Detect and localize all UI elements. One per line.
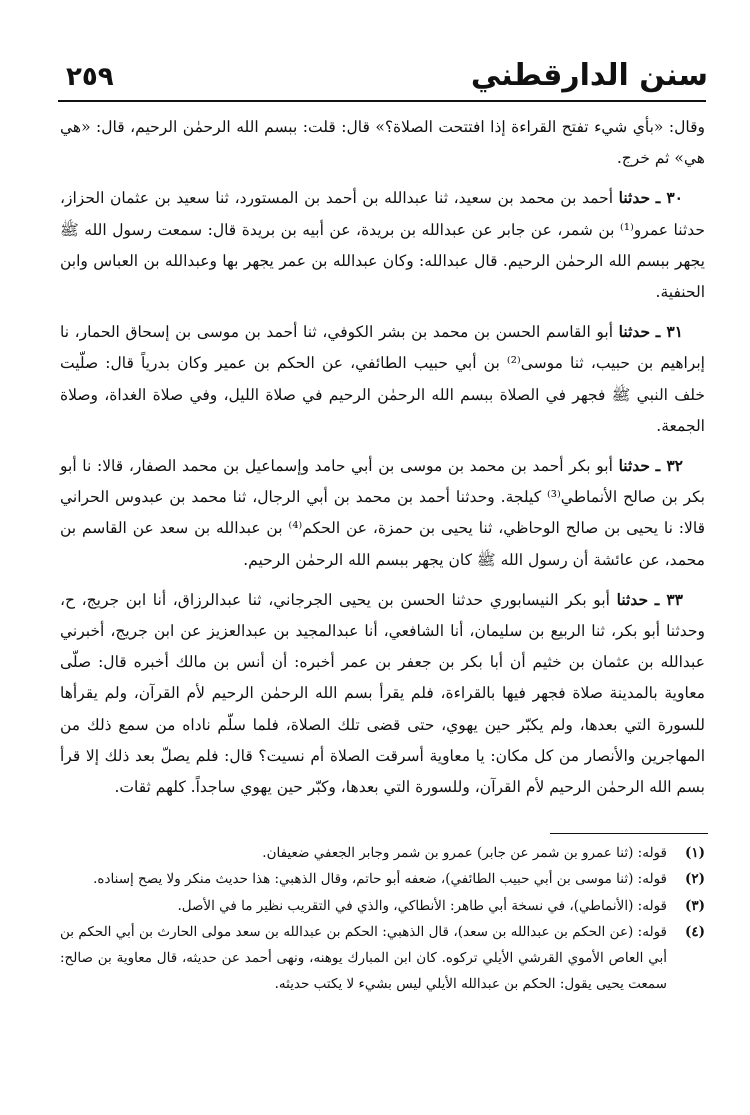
- footnote-number: (١): [684, 845, 705, 861]
- footnote-item: [60, 840, 705, 866]
- footnote-text: قوله: (ثنا عمرو بن شمر عن جابر) عمرو بن شمر وجابر الجعفي ضعيفان.: [262, 845, 667, 861]
- hadith-number: ٣٢ ـ: [655, 456, 683, 476]
- footnote-text: قوله: (ثنا موسى بن أبي حبيب الطائفي)، ضعفه أبو حاتم، وقال الذهبي: هذا حديث منكر ولا يصح إسناده.: [93, 871, 667, 888]
- hadith-number: ٣١ ـ: [655, 322, 684, 342]
- hadith-32: [60, 450, 705, 576]
- main-text: [60, 112, 705, 811]
- hadith-text: أبو بكر أحمد بن محمد بن موسى بن أبي حامد وإسماعيل بن محمد الصفار، قالا: نا أبو بكر بن صالح الأنماطي⁽³⁾ كيلجة. وحدثنا أحمد بن محمد بن أبي الرجال، ثنا محمد بن عبدوس الحراني قالا: نا يحيى بن صالح الوحاظي، ثنا يحيى بن حمزة، عن الحكم⁽⁴⁾ بن عبدالله بن سعد عن القاسم بن محمد، عن عائشة أن رسول الله ﷺ كان يجهر ببسم الله الرحمٰن الرحيم.: [60, 457, 705, 569]
- continuation-paragraph: وقال: «بأي شيء تفتح القراءة إذا افتتحت الصلاة؟» قال: قلت: ببسم الله الرحمٰن الرحيم، قال: «هي هي» ثم خرج.: [60, 118, 705, 168]
- footnotes: [60, 840, 705, 998]
- footnote-text: قوله: (عن الحكم بن عبدالله بن سعد)، قال الذهبي: الحكم بن عبدالله بن سعد مولى الحارث بن أبي الحكم بن أبي العاص الأموي القرشي الأيلي تركوه. كان ابن المبارك يوهنه، ونهى أحمد عن حديثه، قال معاوية بن صالح: سمعت يحيى يقول: الحكم بن عبدالله الأيلي ليس بشيء لا يكتب حديثه.: [60, 923, 667, 993]
- footnote-number: (٣): [684, 897, 705, 914]
- hadith-text: أبو بكر النيسابوري حدثنا الحسن بن يحيى الجرجاني، ثنا عبدالرزاق، أنا ابن جريج، ح، وحدثنا أبو بكر، ثنا الربيع بن سليمان، أنا الشافعي، أنا عبدالمجيد بن عبدالعزيز عن ابن جريج، أخبرني عبدالله بن عثمان بن خثيم أن أبا بكر بن جعفر بن عمر أخبره: أن أنس بن مالك أخبره قال: صلّى معاوية بالمدينة صلاة فجهر فيها بالقراءة، فلم يقرأ بسم الله الرحمٰن الرحيم لأم القرآن، ولم يقرأها للسورة التي بعدها، ولم يكبّر حين يهوي، حتى قضى تلك الصلاة، فلما سلّم ناداه من سمع ذلك من المهاجرين والأنصار من كل مكان: يا معاوية أسرقت الصلاة أم نسيت؟ قال: فلم يصلّ بعد ذلك إلا قرأ بسم الله الرحمٰن الرحيم لأم القرآن، وللسورة التي بعدها، وكبّر حين يهوي ساجداً. كلهم ثقات.: [60, 590, 705, 797]
- hadith-keyword: حدثنا: [616, 589, 649, 609]
- header-divider: [58, 100, 706, 102]
- footnote-item: [60, 893, 705, 919]
- page-header: [52, 58, 708, 106]
- footnote-item: [60, 919, 705, 998]
- running-title: سنن الدارقطني: [470, 58, 708, 93]
- hadith-keyword: حدثنا: [618, 322, 651, 342]
- footnote-number: (٢): [684, 871, 705, 888]
- page-number: ٢٥٩: [66, 62, 114, 92]
- footnote-number: (٤): [684, 923, 705, 940]
- footnote-item: [60, 866, 705, 892]
- hadith-31: [60, 316, 705, 442]
- hadith-keyword: حدثنا: [618, 456, 650, 476]
- footnote-divider: [550, 833, 708, 834]
- footnote-text: قوله: (الأنماطي)، في نسخة أبي طاهر: الأنطاكي، والذي في التقريب نظير ما في الأصل.: [177, 897, 667, 914]
- hadith-number: ٣٣ ـ: [654, 589, 683, 609]
- hadith-33: [60, 584, 705, 803]
- hadith-text: أبو القاسم الحسن بن محمد بن بشر الكوفي، ثنا أحمد بن موسى بن إسحاق الحمار، نا إبراهيم بن حبيب، ثنا موسى⁽²⁾ بن أبي حبيب الطائفي، عن الحكم بن عمير وكان بدرياً قال: صلّيت خلف النبي ﷺ فجهر في الصلاة ببسم الله الرحمٰن الرحيم في صلاة الليل، وفي صلاة الغداة، وصلاة الجمعة.: [60, 323, 705, 435]
- hadith-text: أحمد بن محمد بن سعيد، ثنا عبدالله بن أحمد بن المستورد، ثنا سعيد بن عثمان الحزاز، حدثنا عمرو⁽¹⁾ بن شمر، عن جابر عن عبدالله بن بريدة، عن أبيه بن بريدة قال: سمعت رسول الله ﷺ يجهر ببسم الله الرحمٰن الرحيم. قال عبدالله: وكان عبدالله بن عمر يجهر بها وعبدالله بن العباس وابن الحنفية.: [60, 189, 705, 302]
- hadith-number: ٣٠ ـ: [655, 188, 683, 208]
- hadith-keyword: حدثنا: [618, 188, 651, 208]
- hadith-30: [60, 182, 705, 308]
